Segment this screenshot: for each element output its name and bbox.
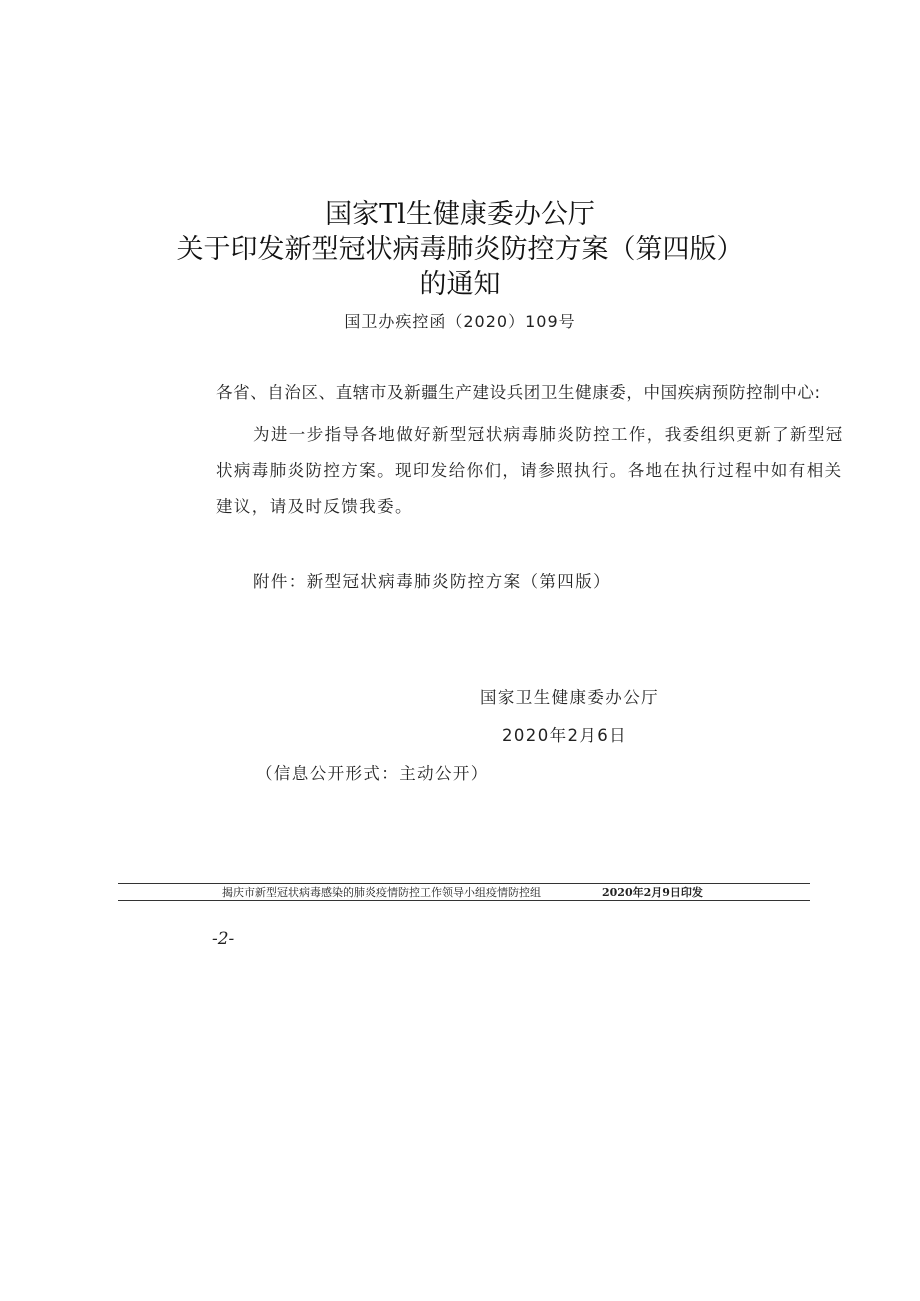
footer-print-date: 2020年2月9日印发 (602, 886, 703, 899)
disclosure-note: （信息公开形式：主动公开） (256, 764, 489, 783)
footer-printer: 揭庆市新型冠状病毒感染的肺炎疫情防控工作领导小组疫情防控组 (222, 886, 541, 899)
footer-bottom-rule (118, 900, 810, 901)
paragraph-line-1: 为进一步指导各地做好新型冠状病毒肺炎防控工作，我委组织更新了新型冠 (253, 425, 844, 444)
footer-print-info (118, 885, 810, 901)
addressee: 各省、自治区、直辖市及新疆生产建设兵团卫生健康委，中国疾病预防控制中心: (216, 383, 821, 402)
title-line-2: 关于印发新型冠状病毒肺炎防控方案（第四版） (176, 234, 744, 265)
document-number: 国卫办疾控函（2020）109号 (344, 312, 576, 331)
attachment-line: 附件：新型冠状病毒肺炎防控方案（第四版） (253, 572, 611, 591)
footer-top-rule (118, 883, 810, 884)
issuer-signature: 国家卫生健康委办公厅 (480, 688, 659, 707)
paragraph-line-3: 建议，请及时反馈我委。 (216, 497, 413, 516)
title-line-3: 的通知 (419, 269, 501, 300)
issue-date: 2020年2月6日 (502, 726, 628, 745)
paragraph-line-2: 状病毒肺炎防控方案。现印发给你们，请参照执行。各地在执行过程中如有相关 (216, 461, 843, 480)
page-number: -2- (212, 929, 235, 949)
title-line-1: 国家Tl生健康委办公厅 (325, 199, 595, 230)
